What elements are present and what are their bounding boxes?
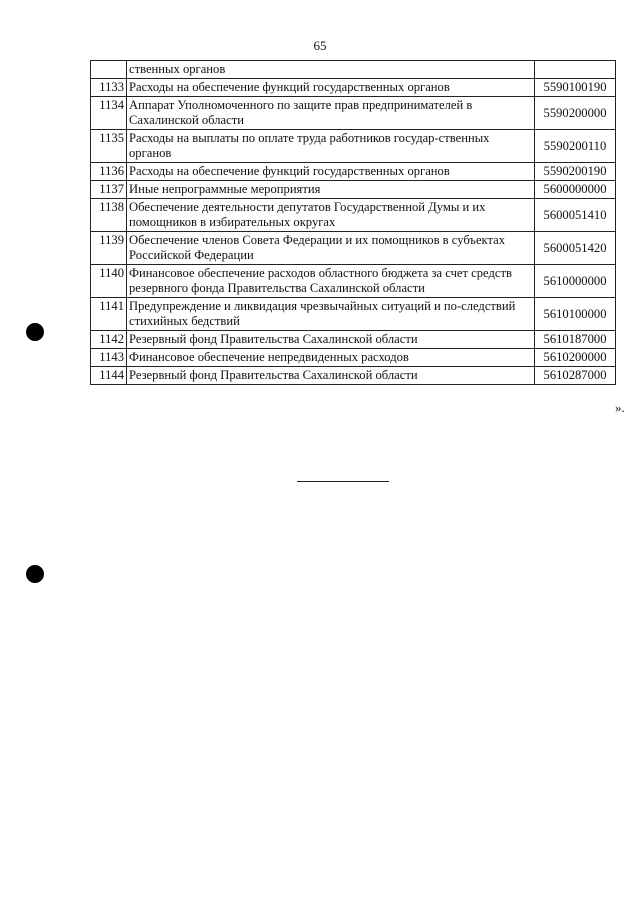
table-body [91, 61, 616, 385]
row-code: 5610100000 [535, 298, 616, 331]
row-number: 1133 [91, 79, 127, 97]
row-number: 1141 [91, 298, 127, 331]
row-name: Резервный фонд Правительства Сахалинской области [127, 331, 535, 349]
row-name: Финансовое обеспечение расходов областного бюджета за счет средств резервного фонда Правительства Сахалинской области [127, 265, 535, 298]
row-number: 1140 [91, 265, 127, 298]
row-number: 1135 [91, 130, 127, 163]
punch-hole-mark [26, 323, 44, 341]
row-number: 1136 [91, 163, 127, 181]
row-name: Резервный фонд Правительства Сахалинской области [127, 367, 535, 385]
row-name: Обеспечение членов Совета Федерации и их помощников в субъектах Российской Федерации [127, 232, 535, 265]
row-name: Финансовое обеспечение непредвиденных расходов [127, 349, 535, 367]
row-number: 1137 [91, 181, 127, 199]
table-row [91, 181, 616, 199]
row-number: 1143 [91, 349, 127, 367]
row-number: 1138 [91, 199, 127, 232]
budget-classification-table [90, 60, 616, 385]
row-code: 5610000000 [535, 265, 616, 298]
row-name: Расходы на выплаты по оплате труда работников государ-ственных органов [127, 130, 535, 163]
row-code: 5600000000 [535, 181, 616, 199]
end-divider-line [297, 481, 389, 482]
table-row [91, 61, 616, 79]
table-row [91, 349, 616, 367]
punch-hole-mark [26, 565, 44, 583]
table-row [91, 367, 616, 385]
row-code: 5600051420 [535, 232, 616, 265]
row-name: Аппарат Уполномоченного по защите прав предпринимателей в Сахалинской области [127, 97, 535, 130]
table-row [91, 265, 616, 298]
row-code: 5610287000 [535, 367, 616, 385]
row-name: Иные непрограммные мероприятия [127, 181, 535, 199]
row-name: ственных органов [127, 61, 535, 79]
row-code: 5600051410 [535, 199, 616, 232]
closing-quote-mark: ». [615, 400, 625, 415]
row-code: 5610187000 [535, 331, 616, 349]
row-number: 1139 [91, 232, 127, 265]
row-name: Предупреждение и ликвидация чрезвычайных ситуаций и по-следствий стихийных бедствий [127, 298, 535, 331]
row-number: 1142 [91, 331, 127, 349]
table-row [91, 163, 616, 181]
row-name: Обеспечение деятельности депутатов Государственной Думы и их помощников в избирательных округах [127, 199, 535, 232]
table-row [91, 79, 616, 97]
row-name: Расходы на обеспечение функций государственных органов [127, 79, 535, 97]
row-number: 1134 [91, 97, 127, 130]
row-code: 5590200000 [535, 97, 616, 130]
row-code: 5590200190 [535, 163, 616, 181]
table-row [91, 97, 616, 130]
table-row [91, 298, 616, 331]
table-row [91, 130, 616, 163]
row-code: 5610200000 [535, 349, 616, 367]
row-number [91, 61, 127, 79]
row-code [535, 61, 616, 79]
row-name: Расходы на обеспечение функций государственных органов [127, 163, 535, 181]
row-code: 5590100190 [535, 79, 616, 97]
table-row [91, 199, 616, 232]
row-code: 5590200110 [535, 130, 616, 163]
row-number: 1144 [91, 367, 127, 385]
table-row [91, 232, 616, 265]
page-number: 65 [313, 38, 327, 53]
table-row [91, 331, 616, 349]
